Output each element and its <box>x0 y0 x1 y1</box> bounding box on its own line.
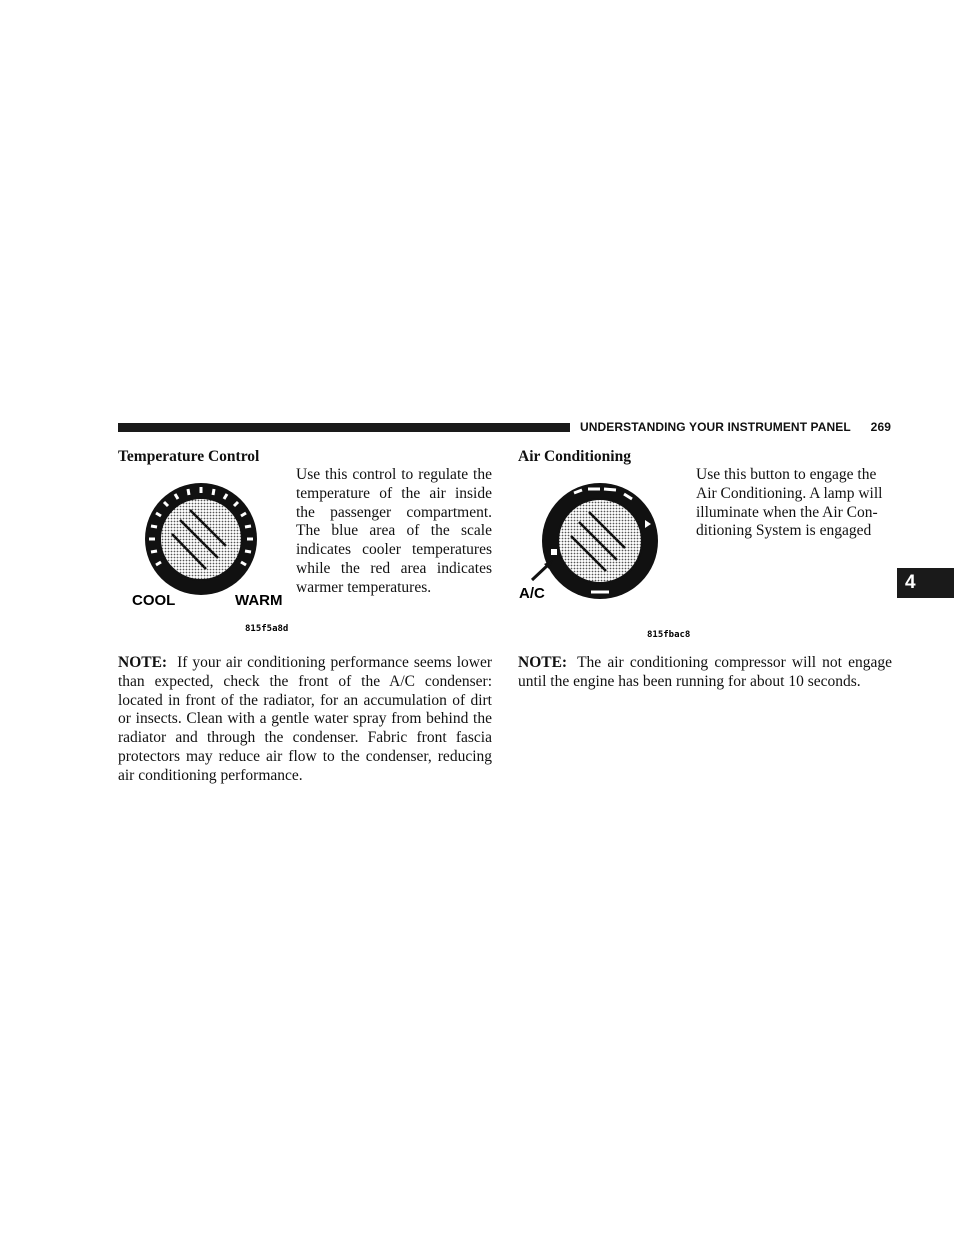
temperature-control-heading: Temperature Control <box>118 448 260 465</box>
dial-knob <box>160 498 242 580</box>
figure-code: 815fbac8 <box>647 630 691 640</box>
note-text: The air conditioning compressor will not engage until the engine has been running for about 10 seconds. <box>518 654 892 690</box>
header-section-title: UNDERSTANDING YOUR INSTRUMENT PANEL <box>580 420 851 434</box>
temperature-control-description: Use this control to regulate the temperature of the air inside the passenger compartment. The blue area of the scale indicates cooler temperatures while the red area indicates warmer temperatures. <box>296 466 492 596</box>
dial-knob <box>558 499 642 583</box>
note-label: NOTE: <box>518 654 568 671</box>
chapter-tab: 4 <box>897 568 954 598</box>
note-text: If your air conditioning performance seems lower than expected, check the front of the A/C condenser: located in front of the radiator, for an accumulation of dirt or insects. Clean with a gentle water spray from behind the radiator and through the condenser. Fabric front fascia protectors may reduce air flow to the condenser, reducing air conditioning performance. <box>118 654 492 784</box>
ac-label: A/C <box>519 585 545 602</box>
air-conditioning-description: Use this button to engage the Air Conditioning. A lamp will illuminate when the Air Conditioning System is engaged <box>696 466 883 540</box>
page-number: 269 <box>870 420 891 434</box>
running-header <box>580 420 891 434</box>
air-conditioning-note <box>518 654 892 692</box>
temperature-note <box>118 654 492 786</box>
temperature-dial-figure <box>128 478 292 634</box>
note-label: NOTE: <box>118 654 168 671</box>
air-conditioning-heading: Air Conditioning <box>518 448 631 465</box>
warm-label: WARM <box>235 592 283 609</box>
cool-label: COOL <box>132 592 176 609</box>
header-rule <box>118 423 570 432</box>
ac-lamp <box>551 549 557 555</box>
air-conditioning-dial-figure <box>516 480 692 640</box>
figure-code: 815f5a8d <box>245 624 289 634</box>
